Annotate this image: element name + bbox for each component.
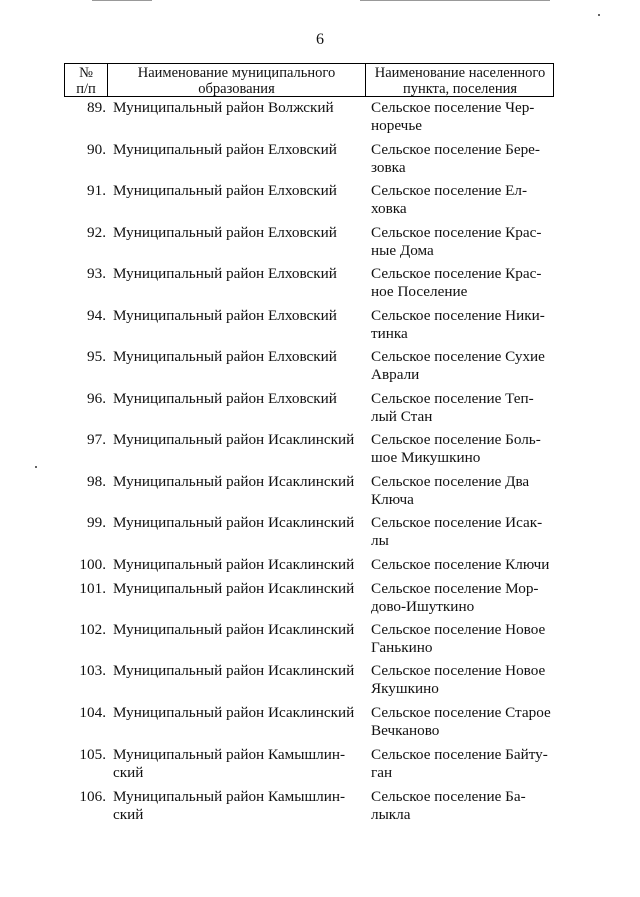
settlement-line: Сельское поселение Старое [371,704,551,721]
municipality-name [113,556,363,574]
municipality-line: Муниципальный район Исаклинский [113,473,355,490]
settlement-line: Якушкино [371,680,439,697]
page-number: 6 [316,31,324,48]
header-settlement-line: пункта, поселения [402,81,518,97]
municipality-line: Муниципальный район Исаклинский [113,580,355,597]
settlement-name [371,182,561,218]
settlement-line: Сельское поселение Бере- [371,141,540,158]
municipality-name [113,224,363,242]
municipality-name [113,307,363,325]
header-municipality-cell [108,65,365,97]
header-number-line: № [79,65,93,81]
municipality-line: Муниципальный район Елховский [113,307,337,324]
row-number: 96. [87,390,106,407]
municipality-name [113,348,363,366]
settlement-line: Аврали [371,366,420,383]
settlement-name [371,348,561,384]
settlement-line: лыкла [371,806,411,823]
row-number: 102. [79,621,106,638]
settlement-line: лы [371,532,389,549]
settlement-line: Сельское поселение Крас- [371,265,542,282]
settlement-line: ховка [371,200,407,217]
settlement-name [371,99,561,135]
municipality-name [113,746,363,782]
row-number: 103. [79,662,106,679]
row-number: 105. [79,746,106,763]
row-number: 97. [87,431,106,448]
settlement-name [371,621,561,657]
top-edge-line-right [360,0,550,1]
settlement-line: Сельское поселение Байту- [371,746,548,763]
settlement-line: тинка [371,325,408,342]
settlement-name [371,662,561,698]
settlement-name [371,431,561,467]
settlement-line: Сельское поселение Ел- [371,182,528,199]
settlement-line: норечье [371,117,422,134]
settlement-line: Сельское поселение Ключи [371,556,550,573]
settlement-name [371,514,561,550]
row-number: 89. [87,99,106,116]
municipality-line: Муниципальный район Волжский [113,99,334,116]
municipality-name [113,390,363,408]
settlement-name [371,580,561,616]
settlement-line: Сельское поселение Исак- [371,514,543,531]
header-number-line: п/п [76,81,96,97]
settlement-line: Сельское поселение Сухие [371,348,545,365]
settlement-line: Сельское поселение Ба- [371,788,526,805]
municipality-line: Муниципальный район Исаклинский [113,431,355,448]
row-number: 100. [79,556,106,573]
municipality-line: ский [113,806,144,823]
scan-speck [35,466,37,468]
municipality-line: Муниципальный район Исаклинский [113,621,355,638]
municipality-name [113,431,363,449]
municipality-name [113,662,363,680]
settlement-line: Сельское поселение Новое [371,662,546,679]
municipality-line: Муниципальный район Исаклинский [113,662,355,679]
row-number: 94. [87,307,106,324]
settlement-line: Сельское поселение Два [371,473,530,490]
municipality-name [113,265,363,283]
row-number: 106. [79,788,106,805]
municipality-name [113,99,363,117]
row-number: 104. [79,704,106,721]
row-number: 99. [87,514,106,531]
settlement-line: ган [371,764,393,781]
municipality-name [113,621,363,639]
municipality-name [113,514,363,532]
municipality-line: Муниципальный район Елховский [113,141,337,158]
municipality-name [113,788,363,824]
settlement-line: ное Поселение [371,283,468,300]
settlement-line: шое Микушкино [371,449,481,466]
municipality-name [113,704,363,722]
settlement-line: Сельское поселение Чер- [371,99,535,116]
municipality-line: Муниципальный район Елховский [113,182,337,199]
settlement-line: Ганькино [371,639,433,656]
municipality-line: Муниципальный район Елховский [113,348,337,365]
settlement-line: Вечканово [371,722,440,739]
settlement-name [371,473,561,509]
settlement-line: Сельское поселение Новое [371,621,546,638]
settlement-name [371,265,561,301]
settlement-name [371,390,561,426]
settlement-line: зовка [371,159,406,176]
row-number: 98. [87,473,106,490]
row-number: 92. [87,224,106,241]
municipality-name [113,580,363,598]
settlement-line: лый Стан [371,408,433,425]
settlement-name [371,704,561,740]
header-settlement-line: Наименование населенного [374,65,546,81]
settlement-line: Ключа [371,491,414,508]
municipality-line: Муниципальный район Елховский [113,224,337,241]
settlement-name [371,556,561,574]
header-municipality-line: Наименование муниципального [137,65,336,81]
settlement-name [371,224,561,260]
municipality-line: Муниципальный район Камышлин- [113,788,346,805]
settlement-line: Сельское поселение Теп- [371,390,534,407]
municipality-name [113,473,363,491]
row-number: 93. [87,265,106,282]
settlement-line: Сельское поселение Крас- [371,224,542,241]
settlement-line: дово-Ишуткино [371,598,475,615]
settlement-name [371,788,561,824]
table-header [64,63,554,97]
municipality-name [113,182,363,200]
header-municipality-line: образования [198,81,275,97]
row-number: 90. [87,141,106,158]
settlement-name [371,141,561,177]
header-settlement-cell [366,65,554,97]
municipality-line: Муниципальный район Елховский [113,390,337,407]
municipality-line: Муниципальный район Елховский [113,265,337,282]
municipality-line: Муниципальный район Исаклинский [113,704,355,721]
municipality-line: Муниципальный район Исаклинский [113,514,355,531]
row-number: 95. [87,348,106,365]
scan-speck [598,14,600,16]
municipality-name [113,141,363,159]
settlement-line: Сельское поселение Ники- [371,307,545,324]
top-edge-line-left [92,0,152,1]
row-number: 101. [79,580,106,597]
municipality-line: Муниципальный район Исаклинский [113,556,355,573]
row-number: 91. [87,182,106,199]
municipality-line: ский [113,764,144,781]
municipality-line: Муниципальный район Камышлин- [113,746,346,763]
settlement-line: Сельское поселение Боль- [371,431,541,448]
settlement-line: Сельское поселение Мор- [371,580,539,597]
settlement-line: ные Дома [371,242,434,259]
header-number-cell [65,65,107,97]
settlement-name [371,307,561,343]
settlement-name [371,746,561,782]
